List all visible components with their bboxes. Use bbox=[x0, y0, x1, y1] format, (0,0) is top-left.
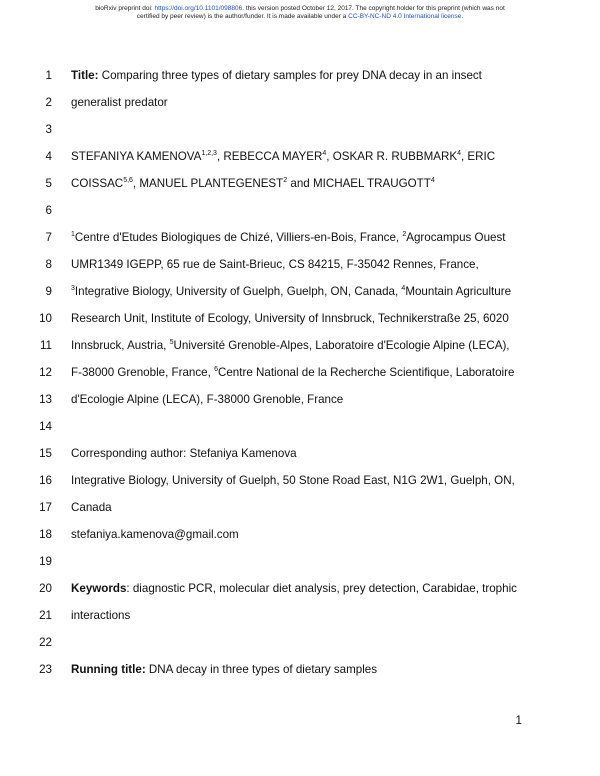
authors-continued: COISSAC$^{5,6}$, MANUEL PLANTEGENEST$^2$ and MICHAEL TRAUGOTT$^4$ bbox=[71, 177, 435, 190]
line-number: 7 bbox=[45, 231, 52, 244]
affiliation: $^3$Integrative Biology, University of Guelph, Guelph, ON, Canada, $^4$Mountain Agriculture bbox=[71, 285, 512, 298]
line-2 bbox=[0, 96, 600, 110]
line-15 bbox=[0, 447, 600, 461]
line-number: 1 bbox=[45, 69, 52, 82]
line-13 bbox=[0, 393, 600, 407]
line-number: 17 bbox=[39, 501, 52, 514]
header-line-2: certified by peer review) is the author/funder. It is made available under a CC-BY-NC-ND 4.0 International license. bbox=[136, 13, 464, 20]
corresponding-author: Corresponding author: Stefaniya Kamenova bbox=[71, 447, 297, 460]
line-14 bbox=[0, 420, 600, 434]
line-4 bbox=[0, 150, 600, 164]
line-5 bbox=[0, 177, 600, 191]
line-number: 22 bbox=[39, 636, 52, 649]
line-number: 19 bbox=[39, 555, 52, 568]
corresponding-address: Canada bbox=[71, 501, 112, 514]
line-number: 12 bbox=[39, 366, 52, 379]
line-19 bbox=[0, 555, 600, 569]
line-number: 13 bbox=[39, 393, 52, 406]
line-6 bbox=[0, 204, 600, 218]
line-8 bbox=[0, 258, 600, 272]
line-number: 6 bbox=[45, 204, 52, 217]
line-10 bbox=[0, 312, 600, 326]
line-1 bbox=[0, 69, 600, 83]
line-number: 15 bbox=[39, 447, 52, 460]
line-number: 8 bbox=[45, 258, 52, 271]
header-line-1: bioRxiv preprint doi: https://doi.org/10.1101/098806. this version posted October 12, 2017. The copyright holder for this preprint (which was not bbox=[95, 5, 505, 12]
affiliation: Research Unit, Institute of Ecology, University of Innsbruck, Technikerstraße 25, 6020 bbox=[71, 312, 509, 325]
line-7 bbox=[0, 231, 600, 245]
line-16 bbox=[0, 474, 600, 488]
affiliation: Innsbruck, Austria, $^5$Université Grenoble-Alpes, Laboratoire d'Ecologie Alpine (LECA), bbox=[71, 339, 510, 352]
affiliation: UMR1349 IGEPP, 65 rue de Saint-Brieuc, CS 84215, F-35042 Rennes, France, bbox=[71, 258, 479, 271]
preprint-header bbox=[0, 5, 600, 21]
line-23 bbox=[0, 663, 600, 677]
keywords: Keywords: diagnostic PCR, molecular diet analysis, prey detection, Carabidae, trophic bbox=[71, 582, 517, 595]
running-title: Running title: DNA decay in three types of dietary samples bbox=[71, 663, 378, 676]
line-number: 16 bbox=[39, 474, 52, 487]
line-number: 3 bbox=[45, 123, 52, 136]
line-number: 4 bbox=[45, 150, 52, 163]
line-number: 18 bbox=[39, 528, 52, 541]
line-number: 20 bbox=[39, 582, 52, 595]
corresponding-email: stefaniya.kamenova@gmail.com bbox=[71, 528, 239, 541]
keywords-continued: interactions bbox=[71, 609, 131, 622]
line-20 bbox=[0, 582, 600, 596]
affiliation: d'Ecologie Alpine (LECA), F-38000 Grenoble, France bbox=[71, 393, 344, 406]
title: Title: Comparing three types of dietary samples for prey DNA decay in an insect bbox=[71, 69, 482, 82]
line-21 bbox=[0, 609, 600, 623]
title-continued: generalist predator bbox=[71, 96, 168, 109]
line-number: 23 bbox=[39, 663, 52, 676]
line-number: 14 bbox=[39, 420, 52, 433]
line-22 bbox=[0, 636, 600, 650]
affiliation: $^1$Centre d'Etudes Biologiques de Chizé, Villiers-en-Bois, France, $^2$Agrocampus Ouest bbox=[71, 231, 506, 244]
line-12 bbox=[0, 366, 600, 380]
line-number: 21 bbox=[39, 609, 52, 622]
line-17 bbox=[0, 501, 600, 515]
license-link[interactable]: CC-BY-NC-ND 4.0 International license bbox=[348, 13, 462, 20]
line-number: 9 bbox=[45, 285, 52, 298]
page-number: 1 bbox=[515, 714, 522, 727]
corresponding-address: Integrative Biology, University of Guelph, 50 Stone Road East, N1G 2W1, Guelph, ON, bbox=[71, 474, 515, 487]
line-number: 2 bbox=[45, 96, 52, 109]
line-number: 10 bbox=[39, 312, 52, 325]
authors: STEFANIYA KAMENOVA$^{1,2,3}$, REBECCA MAYER$^4$, OSKAR R. RUBBMARK$^4$, ERIC bbox=[71, 150, 496, 163]
line-18 bbox=[0, 528, 600, 542]
line-3 bbox=[0, 123, 600, 137]
line-number: 5 bbox=[45, 177, 52, 190]
doi-link[interactable]: https://doi.org/10.1101/098806 bbox=[154, 5, 243, 12]
line-9 bbox=[0, 285, 600, 299]
line-number: 11 bbox=[39, 339, 52, 352]
affiliation: F-38000 Grenoble, France, $^6$Centre National de la Recherche Scientifique, Laboratoire bbox=[71, 366, 515, 379]
line-11 bbox=[0, 339, 600, 353]
